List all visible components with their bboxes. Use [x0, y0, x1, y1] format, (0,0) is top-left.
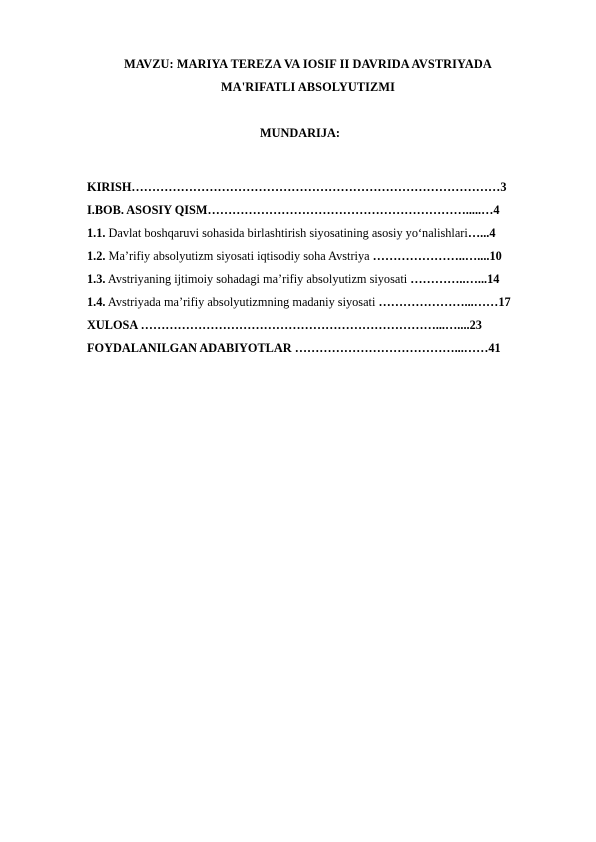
toc-entry-title: Avstriyada ma’rifiy absolyutizmning madaniy siyosati [105, 295, 379, 309]
toc-entry-leader: …………………...…… [378, 295, 499, 309]
toc-entry-page: 41 [488, 341, 501, 355]
toc-entry-1-4[interactable] [87, 294, 557, 317]
toc-heading: MUNDARIJA: [260, 126, 340, 140]
toc-entry-bibliography[interactable] [87, 340, 557, 363]
toc-entry-title: Avstriyaning ijtimoiy sohadagi ma’rifiy absolyutizm siyosati [105, 272, 411, 286]
toc-entry-title: XULOSA [87, 318, 141, 332]
toc-entry-title: FOYDALANILGAN ADABIYOTLAR [87, 341, 295, 355]
toc-entry-leader: …... [467, 226, 490, 240]
toc-entry-title: KIRISH [87, 180, 132, 194]
toc-entry-page: 4 [489, 226, 496, 240]
toc-entry-leader: …………..…... [410, 272, 488, 286]
toc-entry-1-1[interactable] [87, 225, 557, 248]
toc-entry-leader: ………………………………………………………………...….... [140, 318, 470, 332]
toc-entry-title: I.BOB. ASOSIY QISM [87, 203, 208, 217]
toc-entry-title: Ma’rifiy absolyutizm siyosati iqtisodiy soha Avstriya [105, 249, 373, 263]
toc-entry-kirish[interactable] [87, 179, 557, 202]
toc-entry-number: 1.2. [87, 249, 106, 263]
toc-entry-page: 23 [469, 318, 482, 332]
toc-entry-number: 1.3. [87, 272, 106, 286]
toc-entry-leader: …………………..….... [372, 249, 490, 263]
toc-entry-page: 17 [498, 295, 511, 309]
toc-entry-number: 1.1. [87, 226, 106, 240]
toc-entry-xulosa[interactable] [87, 317, 557, 340]
toc-entry-title: Davlat boshqaruvi sohasida birlashtirish siyosatining asosiy yo‘nalishlari [105, 226, 468, 240]
toc-entry-page: 3 [500, 180, 507, 194]
table-of-contents [87, 179, 557, 363]
document-title-line-1: MAVZU: MARIYA TEREZA VA IOSIF II DAVRIDA AVSTRIYADA [124, 57, 492, 71]
toc-entry-page: 14 [487, 272, 500, 286]
toc-entry-page: 10 [489, 249, 502, 263]
toc-entry-leader: ……………………………………………………….....… [207, 203, 494, 217]
toc-entry-page: 4 [493, 203, 500, 217]
toc-entry-leader: …………………………………...…… [294, 341, 489, 355]
toc-entry-1-3[interactable] [87, 271, 557, 294]
toc-entry-number: 1.4. [87, 295, 106, 309]
document-title-line-2: MA'RIFATLI ABSOLYUTIZMI [221, 80, 395, 94]
toc-entry-1-2[interactable] [87, 248, 557, 271]
toc-entry-leader: ……………………………………………………………………………… [131, 180, 501, 194]
toc-entry-chapter-1[interactable] [87, 202, 557, 225]
